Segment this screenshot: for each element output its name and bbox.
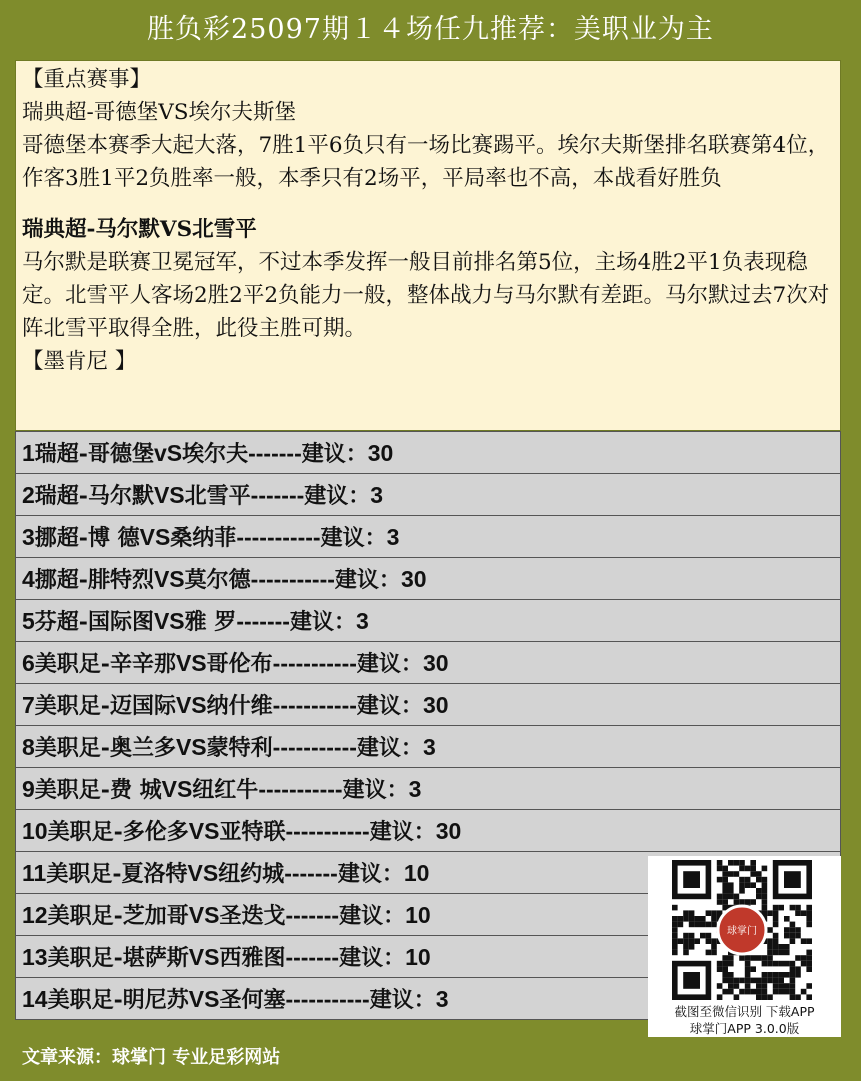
pick-vs: VS <box>175 692 207 718</box>
pick-home-team: 明尼苏 <box>122 987 189 1013</box>
pick-label: 建议： <box>356 693 423 719</box>
match-2-title: 瑞典超-马尔默VS北雪平 <box>22 217 257 242</box>
pick-label: 建议： <box>334 567 401 593</box>
pick-label: 建议： <box>320 525 387 551</box>
pick-separator: ----------- <box>285 986 370 1012</box>
pick-home-team: 国际图 <box>87 609 154 635</box>
pick-vs: VS <box>161 776 193 802</box>
pick-away-team: 圣何塞 <box>219 987 286 1013</box>
source-footer: 文章来源：球掌门 专业足彩网站 <box>22 1047 281 1068</box>
pick-home-team: 奥兰多 <box>109 735 176 761</box>
pick-value: 3 <box>370 482 384 508</box>
pick-home-team: 博 德 <box>87 525 140 551</box>
pick-label: 建议： <box>337 861 404 887</box>
pick-value: 10 <box>405 944 431 970</box>
pick-value: 3 <box>408 776 422 802</box>
pick-league: 芬超- <box>34 609 88 635</box>
pick-home-team: 芝加哥 <box>122 903 189 929</box>
pick-value: 3 <box>422 734 436 760</box>
pick-value: 30 <box>422 650 449 676</box>
pick-away-team: 蒙特利 <box>206 735 273 761</box>
pick-vs: VS <box>153 482 185 508</box>
pick-separator: ----------- <box>272 692 357 718</box>
pick-league: 美职足- <box>47 945 123 971</box>
pick-row <box>15 516 841 558</box>
pick-separator: ----------- <box>236 524 321 550</box>
pick-number: 6 <box>22 650 35 676</box>
pick-separator: ----------- <box>250 566 335 592</box>
pick-number: 1 <box>22 440 35 466</box>
pick-label: 建议： <box>356 735 423 761</box>
match-2-analysis: 马尔默是联赛卫冕冠军，不过本季发挥一般目前排名第5位，主场4胜2平1负表现稳定。北雪平人客场2胜2平2负能力一般，整体战力与马尔默有差距。马尔默过去7次对阵北雪平取得全胜，此役主胜可期。 <box>22 250 830 341</box>
pick-vs: VS <box>153 566 185 592</box>
pick-vs: VS <box>188 902 220 928</box>
pick-row <box>15 474 841 516</box>
pick-league: 美职足- <box>47 819 123 845</box>
pick-label: 建议： <box>339 945 406 971</box>
pick-row <box>15 768 841 810</box>
pick-row <box>15 600 841 642</box>
pick-label: 建议： <box>369 987 436 1013</box>
pick-row <box>15 642 841 684</box>
highlight-panel <box>15 60 841 431</box>
pick-label: 建议： <box>304 483 371 509</box>
pick-home-team: 马尔默 <box>87 483 154 509</box>
pick-separator: ------- <box>236 608 290 634</box>
pick-home-team: 辛辛那 <box>109 651 176 677</box>
pick-number: 11 <box>22 860 47 886</box>
pick-league: 美职足- <box>34 651 110 677</box>
pick-number: 10 <box>22 818 48 844</box>
pick-away-team: 莫尔德 <box>184 567 251 593</box>
pick-separator: ----------- <box>272 650 357 676</box>
pick-home-team: 迈国际 <box>109 693 176 719</box>
pick-row <box>15 431 841 474</box>
pick-row <box>15 810 841 852</box>
pick-number: 4 <box>22 566 35 592</box>
pick-value: 3 <box>355 608 369 634</box>
pick-league: 挪超- <box>34 567 88 593</box>
section-heading-picks: 【墨肯尼 】 <box>22 349 137 374</box>
pick-number: 7 <box>22 692 35 718</box>
pick-league: 挪超- <box>34 525 88 551</box>
pick-vs: VS <box>188 986 220 1012</box>
pick-away-team: 埃尔夫 <box>182 441 249 467</box>
pick-number: 2 <box>22 482 35 508</box>
pick-value: 10 <box>403 860 430 886</box>
pick-value: 30 <box>435 818 462 844</box>
pick-away-team: 纽红牛 <box>192 777 259 803</box>
pick-vs: VS <box>175 734 207 760</box>
pick-number: 9 <box>22 776 35 802</box>
pick-away-team: 桑纳菲 <box>170 525 237 551</box>
pick-value: 3 <box>435 986 449 1012</box>
pick-label: 建议： <box>289 609 356 635</box>
pick-number: 12 <box>22 902 48 928</box>
match-1-analysis: 哥德堡本赛季大起大落，7胜1平6负只有一场比赛踢平。埃尔夫斯堡排名联赛第4位，作客3胜1平2负胜率一般，本季只有2场平，平局率也不高，本战看好胜负 <box>22 133 830 191</box>
pick-label: 建议： <box>369 819 436 845</box>
pick-vs: VS <box>187 860 219 886</box>
pick-away-team: 西雅图 <box>219 945 286 971</box>
pick-vs: VS <box>139 524 171 550</box>
pick-row <box>15 726 841 768</box>
pick-separator: ------- <box>250 482 305 508</box>
pick-home-team: 堪萨斯 <box>122 945 189 971</box>
pick-league: 瑞超- <box>34 441 88 467</box>
pick-value: 30 <box>400 566 427 592</box>
pick-label: 建议： <box>356 651 423 677</box>
qr-code-panel[interactable] <box>648 856 841 1037</box>
qr-logo-label: 球掌门 <box>727 926 757 937</box>
pick-number: 3 <box>22 524 35 550</box>
pick-separator: ----------- <box>258 776 343 802</box>
pick-league: 瑞超- <box>34 483 88 509</box>
pick-away-team: 圣迭戈 <box>219 903 286 929</box>
section-heading-key-matches: 【重点赛事】 <box>22 67 152 92</box>
pick-row <box>15 684 841 726</box>
pick-value: 30 <box>422 692 449 718</box>
pick-label: 建议： <box>342 777 409 803</box>
pick-number: 13 <box>22 944 48 970</box>
pick-league: 美职足- <box>47 903 123 929</box>
pick-separator: ------- <box>285 902 340 928</box>
pick-value: 30 <box>367 440 394 466</box>
pick-home-team: 多伦多 <box>122 819 189 845</box>
pick-value: 3 <box>386 524 400 550</box>
pick-home-team: 腓特烈 <box>87 567 154 593</box>
pick-value: 10 <box>405 902 431 928</box>
pick-number: 5 <box>22 608 35 634</box>
pick-league: 美职足- <box>34 693 110 719</box>
pick-home-team: 哥德堡 <box>87 441 154 467</box>
pick-vs: VS <box>153 608 185 634</box>
pick-separator: ----------- <box>272 734 357 760</box>
pick-vs: VS <box>175 650 207 676</box>
pick-row <box>15 558 841 600</box>
pick-away-team: 纳什维 <box>206 693 273 719</box>
pick-away-team: 亚特联 <box>219 819 286 845</box>
pick-vs: vS <box>153 440 183 466</box>
match-1-title: 瑞典超-哥德堡VS埃尔夫斯堡 <box>22 100 297 125</box>
pick-number: 8 <box>22 734 35 760</box>
pick-separator: ------- <box>248 440 302 466</box>
pick-label: 建议： <box>339 903 406 929</box>
pick-away-team: 北雪平 <box>184 483 251 509</box>
pick-away-team: 哥伦布 <box>206 651 273 677</box>
pick-away-team: 雅 罗 <box>184 609 237 635</box>
pick-label: 建议： <box>301 441 368 467</box>
pick-number: 14 <box>22 986 48 1012</box>
qr-caption-download: 截图至微信识别 下载APP <box>674 1004 815 1019</box>
pick-home-team: 费 城 <box>109 777 162 803</box>
pick-league: 美职足- <box>46 861 122 887</box>
pick-vs: VS <box>188 818 220 844</box>
pick-vs: VS <box>188 944 220 970</box>
pick-separator: ------- <box>284 860 338 886</box>
qr-caption-version: 球掌门APP 3.0.0版 <box>689 1021 800 1036</box>
pick-separator: ----------- <box>285 818 370 844</box>
pick-league: 美职足- <box>34 735 110 761</box>
pick-away-team: 纽约城 <box>218 861 285 887</box>
pick-separator: ------- <box>285 944 340 970</box>
page-title: 胜负彩25097期１４场任九推荐：美职业为主 <box>147 14 714 45</box>
pick-home-team: 夏洛特 <box>121 861 188 887</box>
pick-league: 美职足- <box>47 987 123 1013</box>
pick-league: 美职足- <box>34 777 110 803</box>
